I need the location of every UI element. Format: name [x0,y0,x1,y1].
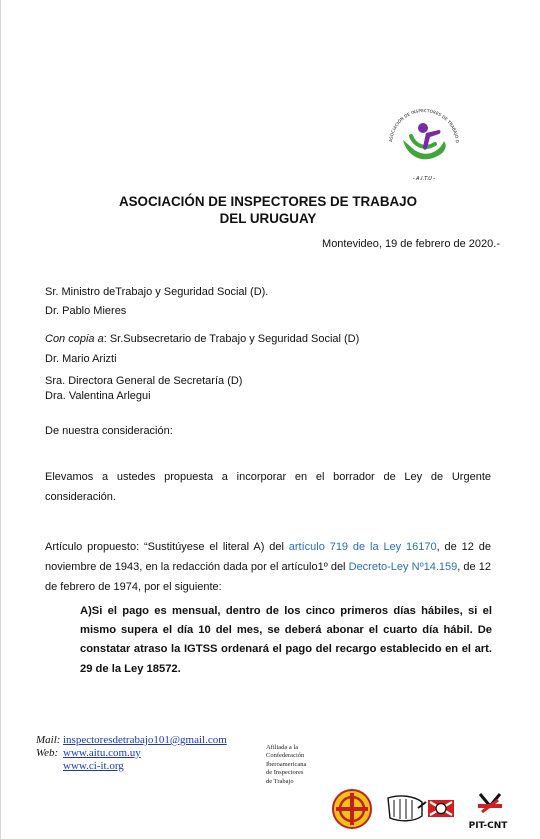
recipient-line-1: Sr. Ministro deTrabajo y Seguridad Social (D). [45,286,269,298]
affiliation-note [266,744,306,786]
footer-logos [330,786,520,832]
recipient-line-5: Sra. Directora General de Secretaría (D) [45,375,243,387]
pit-cnt-label: PIT-CNT [468,821,508,831]
copy-line [45,331,491,347]
copy-recipient: : Sr.Subsecretario de Trabajo y Seguridad Social (D) [103,333,360,345]
affil-line-3: Iberoamericana [266,760,307,768]
title-line-2: DEL URUGUAY [219,211,317,226]
letterhead-title [0,193,540,227]
page-edge [0,0,1,839]
article-719-link[interactable]: artículo 719 de la Ley 16170 [288,541,437,553]
affil-line-1: Afiliada a la [266,744,299,751]
recipient-line-2: Dr. Pablo Mieres [45,305,127,317]
decreto-ley-link[interactable]: Decreto-Ley Nº14.159 [348,560,458,573]
logo-figure-head [418,123,428,133]
affil-line-5: de Trabajo [266,777,294,785]
logo-ring-text: ASOCIACIÓN DE INSPECTORES DE TRABAJO D [388,107,461,144]
proposed-text: A)Si el pago es mensual, dentro de los cinco primeros días hábiles, si el mismo supera el día 10 del mes, se deberá abonar el cuarto día hábil. De constatar atraso la IGTSS ordenará el pago del recargo establecido en el art. 29 de la Ley 18572. [80,605,492,675]
logo-acronym: - A.I.T.U - [412,176,436,182]
web-link-aitu[interactable]: www.aitu.com.uy [63,747,141,759]
mail-label: Mail: [36,734,61,746]
intro-paragraph: Elevamos a ustedes propuesta a incorporar en el borrador de Ley de Urgente consideración. [45,471,491,503]
ciit-logo-icon [333,790,371,828]
recipient-line-4: Dr. Mario Arizti [45,353,117,365]
article-paragraph [45,538,491,597]
mail-link[interactable]: inspectoresdetrabajo101@gmail.com [63,734,227,746]
article-text-3: , de 12 de febrero de 1974, por el siguiente: [45,560,492,593]
recipient-line-6: Dra. Valentina Arlegui [45,390,151,402]
aitu-logo [383,100,465,186]
article-text-2: , de 12 de noviembre de 1943, en la redacción dada por el artículo1º del [45,541,491,573]
web-link-ciit[interactable]: www.ci-it.org [63,760,124,772]
letter-date: Montevideo, 19 de febrero de 2020.- [322,238,500,250]
web-label: Web: [36,747,59,759]
cie-hand-logo-icon [388,796,454,821]
copy-label: Con copia a [45,333,104,345]
affil-line-2: Confederación [266,752,305,760]
article-text-1: Artículo propuesto: “Sustitúyese el literal A) del [45,541,289,553]
footer-contact [36,734,227,773]
pit-cnt-logo-icon [478,794,502,812]
affil-line-4: de Inspectores [266,769,304,777]
greeting: De nuestra consideración: [45,425,173,437]
title-line-1: ASOCIACIÓN DE INSPECTORES DE TRABAJO [118,194,418,209]
